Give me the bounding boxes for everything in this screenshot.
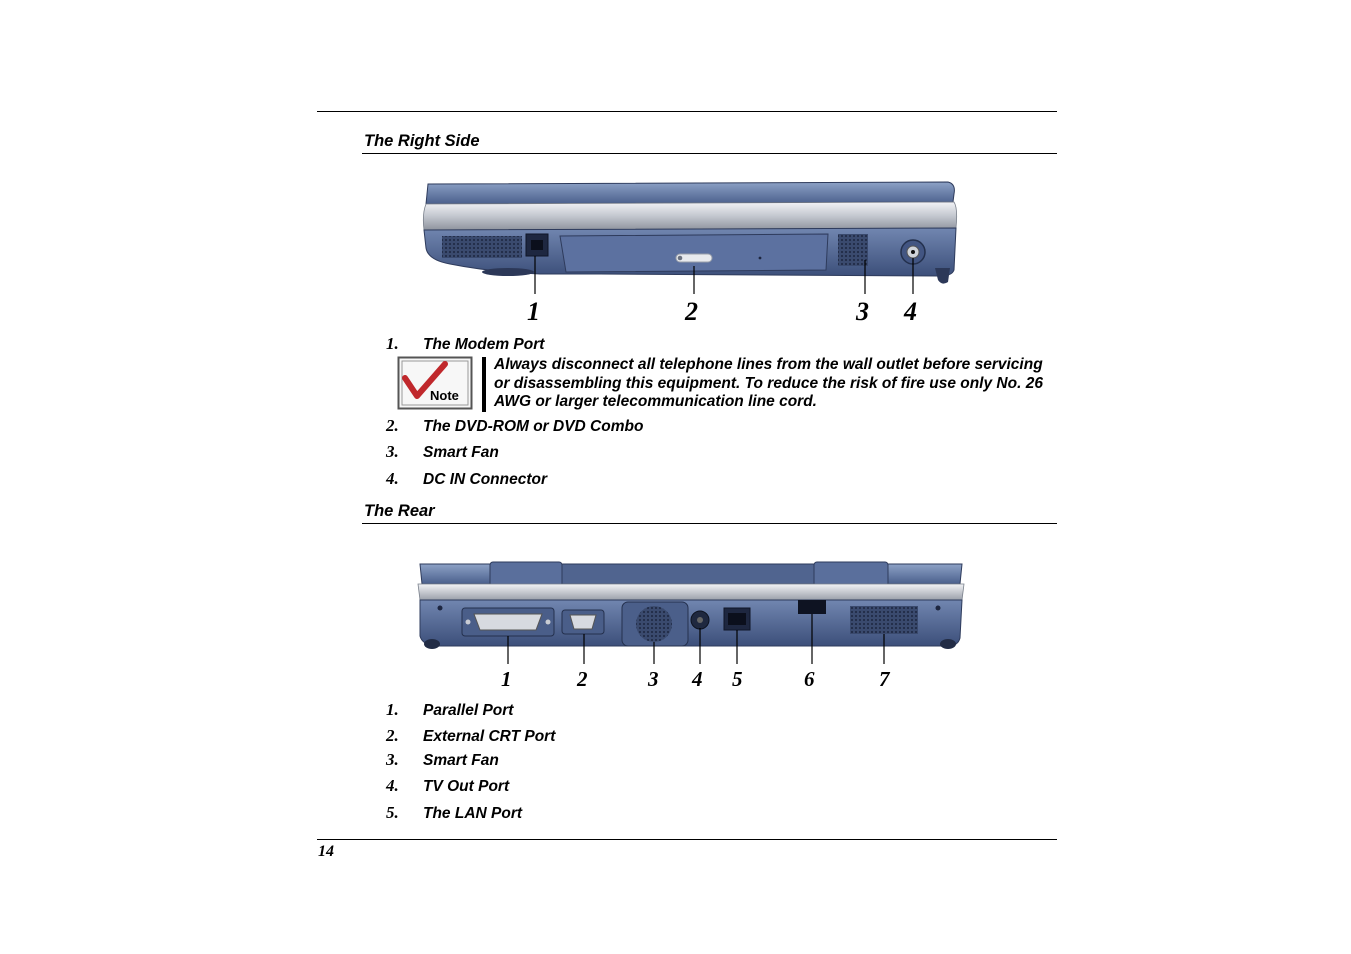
- callout-number: 4: [904, 297, 917, 326]
- callout-number: 7: [879, 667, 890, 691]
- callout-number: 5: [732, 667, 743, 691]
- item-number: 4.: [386, 776, 399, 795]
- callout-number: 6: [804, 667, 815, 691]
- note-check-icon: [397, 356, 473, 410]
- heading-right-side: The Right Side: [364, 132, 480, 150]
- item-number: 3.: [386, 442, 399, 461]
- page-number: 14: [318, 843, 334, 860]
- item-label: DC IN Connector: [423, 471, 547, 488]
- item-number: 3.: [386, 750, 399, 769]
- callout-number: 2: [685, 297, 698, 326]
- item-label: The Modem Port: [423, 336, 545, 353]
- item-label: TV Out Port: [423, 778, 510, 795]
- callout-number: 3: [648, 667, 659, 691]
- item-label: The LAN Port: [423, 805, 523, 822]
- heading-rule-rear: [362, 523, 1057, 524]
- item-label: Smart Fan: [423, 444, 499, 461]
- item-label: External CRT Port: [423, 728, 556, 745]
- note-text: Always disconnect all telephone lines from the wall outlet before servicing or disassembling this equipment. To reduce the risk of fire use only No. 26 AWG or larger telecommunication line cord.: [494, 356, 1043, 410]
- callout-number: 1: [527, 297, 540, 326]
- callout-number: 1: [501, 667, 512, 691]
- callout-number: 4: [692, 667, 703, 691]
- item-number: 4.: [386, 469, 399, 488]
- item-number: 2.: [386, 726, 399, 745]
- item-number: 1.: [386, 700, 399, 719]
- laptop-rear-illustration: [414, 558, 969, 693]
- note-divider: [482, 357, 486, 412]
- heading-rear: The Rear: [364, 502, 435, 520]
- heading-rule-right-side: [362, 153, 1057, 154]
- item-label: Parallel Port: [423, 702, 514, 719]
- footer-rule: [317, 839, 1057, 840]
- item-number: 2.: [386, 416, 399, 435]
- item-number: 5.: [386, 803, 399, 822]
- item-number: 1.: [386, 334, 399, 353]
- top-rule: [317, 111, 1057, 112]
- laptop-right-side-illustration: [420, 178, 965, 328]
- callout-number: 2: [577, 667, 588, 691]
- item-label: The DVD-ROM or DVD Combo: [423, 418, 644, 435]
- item-label: Smart Fan: [423, 752, 499, 769]
- note-icon-label: Note: [430, 388, 459, 403]
- callout-number: 3: [856, 297, 869, 326]
